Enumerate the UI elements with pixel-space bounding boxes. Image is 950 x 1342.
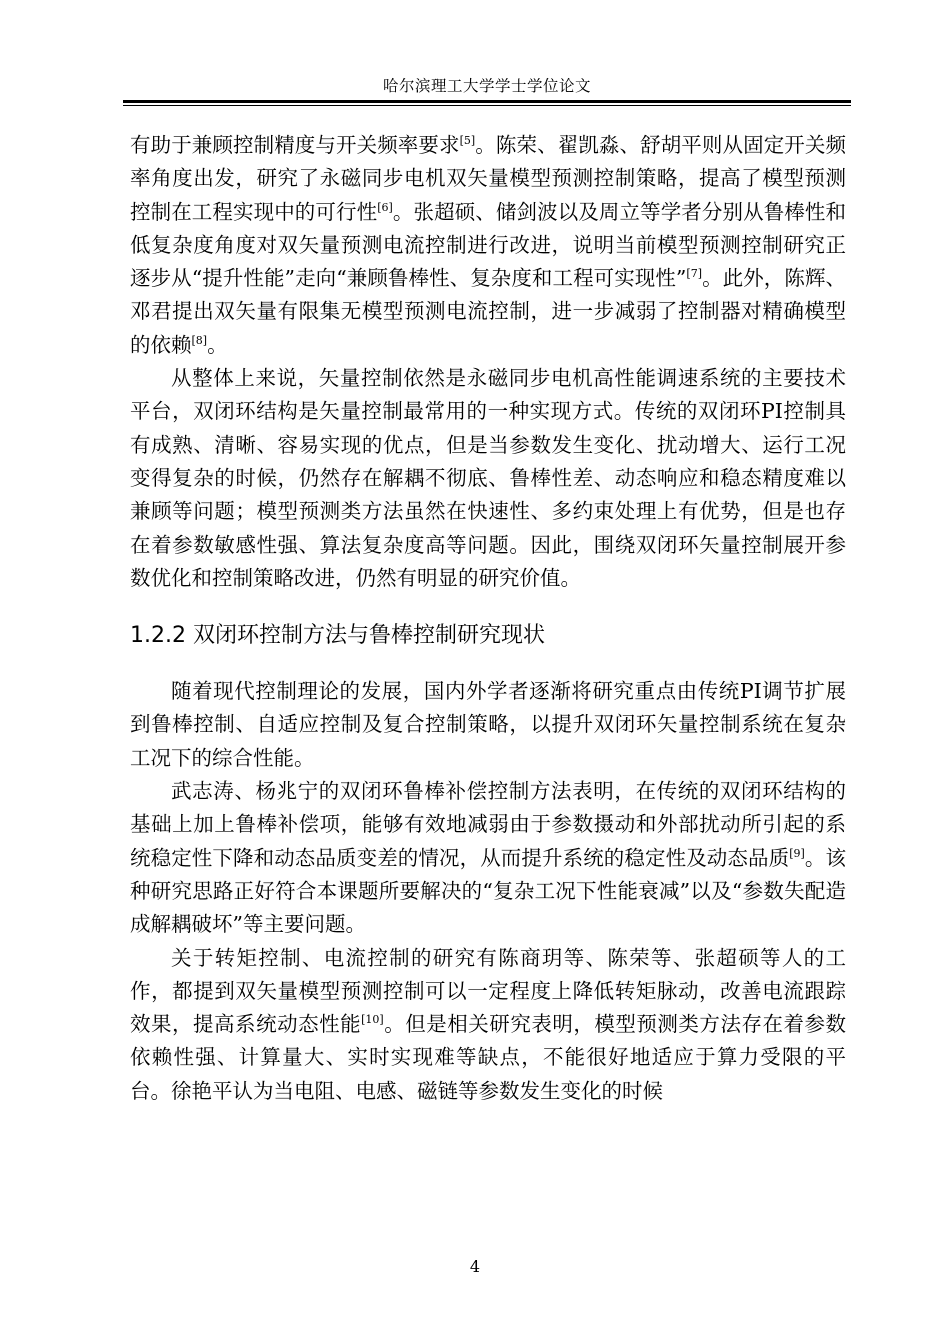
section-heading: 1.2.2 双闭环控制方法与鲁棒控制研究现状: [130, 623, 545, 649]
paragraph-group-1: [130, 129, 846, 595]
citation-ref: [8]: [191, 333, 208, 347]
paragraph-text: 有助于兼顾控制精度与开关频率要求: [130, 133, 460, 157]
paragraph-text: 武志涛、杨兆宁的双闭环鲁棒补偿控制方法表明，在传统的双闭环结构的基础上加上鲁棒补偿项，能够有效地减弱由于参数摄动和外部扰动所引起的系统稳定性下降和动态品质变差的情况，从而提升系统的稳定性及动态品质: [130, 779, 846, 870]
paragraph-text: 。此外，陈辉、邓君提出双矢量有限集无模型预测电流控制，进一步减弱了控制器对精确模型的依赖: [130, 266, 847, 357]
paragraph: [130, 129, 846, 362]
page-number: 4: [469, 1257, 481, 1276]
paragraph-text: 。该种研究思路正好符合本课题所要解决的“复杂工况下性能衰减”以及“参数失配造成解耦破坏”等主要问题。: [130, 845, 847, 937]
body-text: [130, 129, 846, 1108]
paragraph: [130, 675, 846, 775]
header-rule-thick: [123, 100, 851, 103]
paragraph-text: 随着现代控制理论的发展，国内外学者逐渐将研究重点由传统PI调节扩展到鲁棒控制、自适应控制及复合控制策略，以提升双闭环矢量控制系统在复杂工况下的综合性能。: [130, 679, 846, 770]
citation-ref: [9]: [789, 846, 805, 860]
paragraph-text: 。: [207, 332, 228, 357]
running-header: 哈尔滨理工大学学士学位论文: [382, 77, 591, 95]
header-rule-thin: [123, 105, 851, 106]
paragraph-text: 关于转矩控制、电流控制的研究有陈商玥等、陈荣等、张超硕等人的工作，都提到双矢量模型预测控制可以一定程度上降低转矩脉动，改善电流跟踪效果，提高系统动态性能: [130, 945, 846, 1037]
citation-ref: [6]: [377, 200, 393, 214]
citation-ref: [10]: [361, 1013, 384, 1027]
paragraph-text: 。但是相关研究表明，模型预测类方法存在着参数依赖性强、计算量大、实时实现难等缺点，不能很好地适应于算力受限的平台。徐艳平认为当电阻、电感、磁链等参数发生变化的时候: [130, 1012, 847, 1103]
paragraph-text: 。陈荣、翟凯淼、舒胡平则从固定开关频率角度出发，研究了永磁同步电机双矢量模型预测控制策略，提高了模型预测控制在工程实现中的可行性: [130, 133, 847, 224]
paragraph: [130, 942, 846, 1108]
paragraph-text: 从整体上来说，矢量控制依然是永磁同步电机高性能调速系统的主要技术平台，双闭环结构是矢量控制最常用的一种实现方式。传统的双闭环PI控制具有成熟、清晰、容易实现的优点，但是当参数发生变化、扰动增大、运行工况变得复杂的时候，仍然存在解耦不彻底、鲁棒性差、动态响应和稳态精度难以兼顾等问题；模型预测类方法虽然在快速性、多约束处理上有优势，但是也存在着参数敏感性强、算法复杂度高等问题。因此，围绕双闭环矢量控制展开参数优化和控制策略改进，仍然有明显的研究价值。: [130, 366, 846, 590]
paragraph: [130, 775, 846, 941]
paragraph-group-2: [130, 675, 846, 1108]
paragraph: [130, 362, 846, 595]
citation-ref: [5]: [459, 134, 476, 147]
paragraph-text: 。张超硕、储剑波以及周立等学者分别从鲁棒性和低复杂度角度对双矢量预测电流控制进行改进，说明当前模型预测控制研究正逐步从“提升性能”走向“兼顾鲁棒性、复杂度和工程可实现性”: [130, 199, 846, 291]
citation-ref: [7]: [686, 267, 703, 281]
